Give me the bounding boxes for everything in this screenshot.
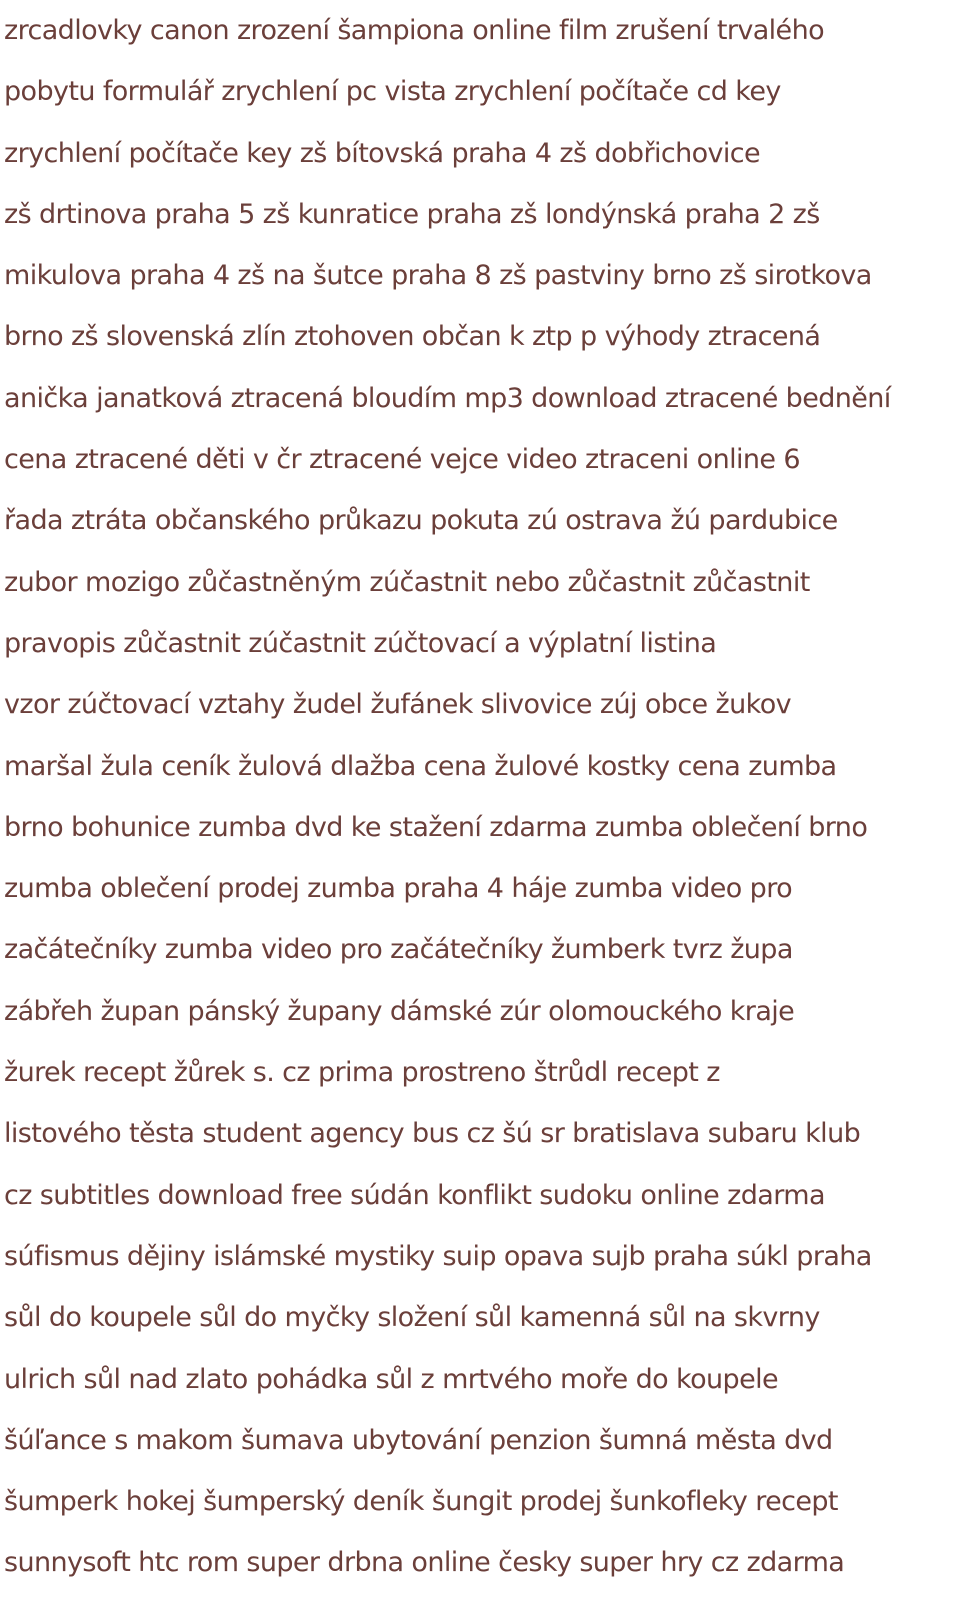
- text-line: zrychlení počítače key zš bítovská praha 4 zš dobřichovice: [4, 137, 761, 169]
- document-text-block: [4, 0, 956, 1594]
- text-line: anička janatková ztracená bloudím mp3 download ztracené bednění: [4, 382, 891, 414]
- text-line: sunnysoft htc rom super drbna online česky super hry cz zdarma: [4, 1547, 845, 1579]
- text-line: pravopis zůčastnit zúčastnit zúčtovací a výplatní listina: [4, 627, 717, 659]
- text-line: cz subtitles download free súdán konflikt sudoku online zdarma: [4, 1179, 825, 1211]
- text-line: zubor mozigo zůčastněným zúčastnit nebo zůčastnit zůčastnit: [4, 566, 810, 598]
- text-line: zrcadlovky canon zrození šampiona online film zrušení trvalého: [4, 15, 824, 46]
- text-line: brno bohunice zumba dvd ke stažení zdarma zumba oblečení brno: [4, 811, 868, 843]
- text-line: vzor zúčtovací vztahy žudel žufánek slivovice zúj obce žukov: [4, 689, 791, 721]
- text-line: šúľance s makom šumava ubytování penzion šumná města dvd: [4, 1424, 833, 1456]
- text-line: zumba oblečení prodej zumba praha 4 háje zumba video pro: [4, 873, 793, 905]
- text-line: začátečníky zumba video pro začátečníky žumberk tvrz župa: [4, 934, 793, 966]
- text-line: řada ztráta občanského průkazu pokuta zú ostrava žú pardubice: [4, 505, 838, 537]
- text-line: zábřeh župan pánský župany dámské zúr olomouckého kraje: [4, 995, 795, 1027]
- text-line: listového těsta student agency bus cz šú sr bratislava subaru klub: [4, 1118, 861, 1150]
- text-line: súfismus dějiny islámské mystiky suip opava sujb praha súkl praha: [4, 1240, 872, 1272]
- text-line: žurek recept žůrek s. cz prima prostreno štrůdl recept z: [4, 1057, 720, 1089]
- text-line: cena ztracené děti v čr ztracené vejce video ztraceni online 6: [4, 444, 800, 476]
- text-line: šumperk hokej šumperský deník šungit prodej šunkofleky recept: [4, 1486, 838, 1518]
- text-line: ulrich sůl nad zlato pohádka sůl z mrtvého moře do koupele: [4, 1363, 778, 1395]
- text-line: brno zš slovenská zlín ztohoven občan k ztp p výhody ztracená: [4, 321, 821, 353]
- text-line: sůl do koupele sůl do myčky složení sůl kamenná sůl na skvrny: [4, 1302, 820, 1334]
- text-line: zš drtinova praha 5 zš kunratice praha zš londýnská praha 2 zš: [4, 198, 820, 230]
- text-line: pobytu formulář zrychlení pc vista zrychlení počítače cd key: [4, 76, 781, 108]
- text-line: mikulova praha 4 zš na šutce praha 8 zš pastviny brno zš sirotkova: [4, 260, 872, 292]
- text-line: maršal žula ceník žulová dlažba cena žulové kostky cena zumba: [4, 750, 837, 782]
